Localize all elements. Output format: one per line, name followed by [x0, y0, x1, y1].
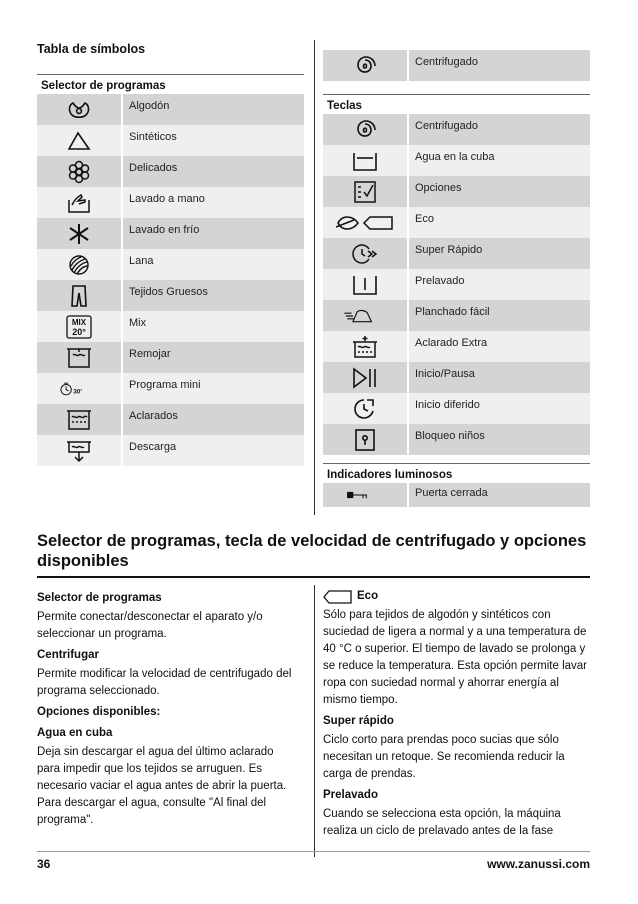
spin-icon: [323, 114, 407, 145]
table-row-label: Prelavado: [409, 269, 590, 300]
footer-website: www.zanussi.com: [487, 857, 590, 871]
table-row: [323, 50, 590, 81]
table-row-label: Agua en la cuba: [409, 145, 590, 176]
delicates-icon: [37, 156, 121, 187]
table-row-label: Inicio/Pausa: [409, 362, 590, 393]
table-row-label: Centrifugado: [409, 50, 590, 81]
page-number: 36: [37, 857, 51, 871]
program-selector-table: [37, 74, 304, 466]
table-row-label: Lavado a mano: [123, 187, 304, 218]
drain-icon: [37, 435, 121, 466]
table-row: [37, 435, 304, 466]
paragraph-prewash: Cuando se selecciona esta opción, la máquina realiza un ciclo de prelavado antes de la fase: [323, 808, 561, 837]
table-row-label: Puerta cerrada: [409, 483, 590, 507]
heading-prewash: Prelavado: [323, 789, 378, 801]
soak-icon: [37, 342, 121, 373]
eco-key-icon: [323, 589, 353, 605]
door-locked-icon: [323, 483, 407, 507]
options-icon: [323, 176, 407, 207]
spin-icon: [323, 50, 407, 81]
super-quick-icon: [323, 238, 407, 269]
section-title-rule: [37, 576, 590, 578]
table-row: [323, 300, 590, 331]
keys-header: Teclas: [323, 94, 590, 114]
heading-program-selector: Selector de programas: [37, 592, 162, 604]
mix-temp-text: 20°: [72, 326, 86, 337]
keys-table: [323, 94, 590, 455]
heading-spin: Centrifugar: [37, 649, 99, 661]
paragraph-spin: Permite modificar la velocidad de centrifugado del programa seleccionado.: [37, 668, 292, 697]
table-row-label: Descarga: [123, 435, 304, 466]
table-row: [37, 342, 304, 373]
eco-heading: [323, 588, 590, 605]
mix-icon-text: MIX: [71, 317, 87, 327]
cotton-icon: [37, 94, 121, 125]
rinse-icon: [37, 404, 121, 435]
cold-wash-icon: [37, 218, 121, 249]
spin-top-table: [323, 50, 590, 81]
table-row: [37, 156, 304, 187]
start-pause-icon: [323, 362, 407, 393]
table-row-label: Inicio diferido: [409, 393, 590, 424]
table-row: [323, 145, 590, 176]
column-divider: [314, 40, 315, 515]
table-row-label: Opciones: [409, 176, 590, 207]
table-row: [37, 187, 304, 218]
paragraph-super-quick: Ciclo corto para prendas poco sucias que sólo necesitan un retoque. Se recomienda reducir la carga de prendas.: [323, 734, 565, 780]
table-row: [37, 94, 304, 125]
paragraph-eco: Sólo para tejidos de algodón y sintéticos con suciedad de ligera a normal y a una temperatura de 40 °C o superior. El tiempo de lavado se prolonga y se reduce la temperatura. Esta opción permite lavar ropa con suciedad normal y ahorrar energía al mismo tiempo.: [323, 609, 587, 706]
table-row-label: Eco: [409, 207, 590, 238]
table-row: [323, 331, 590, 362]
indicators-table: [323, 463, 590, 507]
table-row: [323, 393, 590, 424]
prewash-icon: [323, 269, 407, 300]
table-row: [323, 483, 590, 507]
child-lock-icon: [323, 424, 407, 455]
table-row-label: Lana: [123, 249, 304, 280]
water-in-drum-icon: [323, 145, 407, 176]
hand-wash-icon: [37, 187, 121, 218]
column-divider-lower: [314, 585, 315, 857]
table-row-label: Mix: [123, 311, 304, 342]
paragraph-water-in-drum: Deja sin descargar el agua del último aclarado para impedir que los tejidos se arruguen. Es necesario vaciar el agua antes de abrir la puerta. Para descargar el agua, consulte "Al final del programa".: [37, 746, 287, 826]
table-row-label: Algodón: [123, 94, 304, 125]
table-row-label: Sintéticos: [123, 125, 304, 156]
table-row-label: Aclarados: [123, 404, 304, 435]
table-row: [37, 249, 304, 280]
table-row: [37, 125, 304, 156]
table-row-label: Delicados: [123, 156, 304, 187]
delay-start-icon: [323, 393, 407, 424]
heading-water-in-drum: Agua en cuba: [37, 727, 113, 739]
table-row: [37, 404, 304, 435]
table-row-label: Centrifugado: [409, 114, 590, 145]
table-row: [323, 176, 590, 207]
table-row-label: Lavado en frío: [123, 218, 304, 249]
mix-20-icon: [37, 311, 121, 342]
table-row-label: Bloqueo niños: [409, 424, 590, 455]
table-row: [323, 269, 590, 300]
mini-program-icon: [37, 373, 121, 404]
left-text-column: [37, 586, 299, 831]
table-row: [323, 238, 590, 269]
program-selector-header: Selector de programas: [37, 74, 304, 94]
easy-iron-icon: [323, 300, 407, 331]
table-row-label: Remojar: [123, 342, 304, 373]
table-row: [323, 114, 590, 145]
table-row: [37, 373, 304, 404]
right-text-column: [323, 588, 590, 842]
footer-rule: [37, 851, 590, 852]
eco-heading-label: Eco: [357, 590, 379, 602]
heading-super-quick: Super rápido: [323, 715, 394, 727]
heading-options: Opciones disponibles:: [37, 706, 161, 718]
table-row-label: Tejidos Gruesos: [123, 280, 304, 311]
symbols-table-title: Tabla de símbolos: [37, 42, 146, 56]
synthetics-icon: [37, 125, 121, 156]
table-row: [37, 218, 304, 249]
table-row: [37, 311, 304, 342]
section-title: Selector de programas, tecla de velocidad de centrifugado y opciones disponibles: [37, 532, 587, 570]
table-row-label: Programa mini: [123, 373, 304, 404]
table-row: [323, 362, 590, 393]
eco-icon: [323, 207, 407, 238]
table-row-label: Planchado fácil: [409, 300, 590, 331]
table-row: [323, 207, 590, 238]
table-row-label: Aclarado Extra: [409, 331, 590, 362]
wool-icon: [37, 249, 121, 280]
table-row: [323, 424, 590, 455]
heavy-fabric-icon: [37, 280, 121, 311]
indicators-header: Indicadores luminosos: [323, 463, 590, 483]
mini-program-time: 30': [73, 388, 82, 396]
paragraph-program-selector: Permite conectar/desconectar el aparato y/o seleccionar un programa.: [37, 611, 263, 640]
extra-rinse-icon: [323, 331, 407, 362]
table-row: [37, 280, 304, 311]
table-row-label: Super Rápido: [409, 238, 590, 269]
